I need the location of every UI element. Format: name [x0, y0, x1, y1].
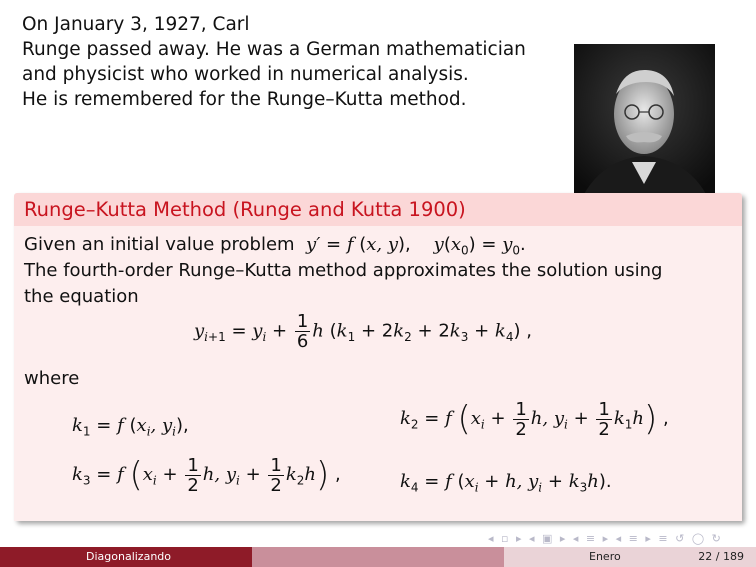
k2-equation: $k_2 = f$ ($x_i$ + $\frac{1}{2}$ h, $y_i$ + $\frac{1}{2}$ $k_1h$) , [400, 398, 669, 440]
ivp-text: Given an initial value problem [24, 234, 295, 255]
footer-title: Diagonalizando [86, 550, 172, 563]
page-number: 22 / 189 [698, 550, 744, 563]
block-body [14, 226, 742, 521]
footer-section-right [504, 547, 756, 567]
where-label: where [24, 368, 80, 389]
method-line: The fourth-order Runge–Kutta method approximates the solution using [24, 260, 663, 281]
theorem-block [14, 193, 742, 521]
ivp-line [24, 234, 526, 258]
portrait-image [574, 44, 715, 194]
intro-line: He is remembered for the Runge–Kutta method. [22, 89, 467, 110]
equation-intro: the equation [24, 286, 139, 307]
footer-section-left [0, 547, 252, 567]
intro-line: On January 3, 1927, Carl [22, 14, 250, 35]
beamer-navigation-icons[interactable]: ◂ ▫ ▸ ◂ ▣ ▸ ◂ ≡ ▸ ◂ ≡ ▸ ≡ ↺ ◯ ↻ [488, 532, 723, 545]
intro-paragraph [22, 12, 542, 112]
footer-date: Enero [589, 550, 621, 563]
footer-section-middle [252, 547, 504, 567]
rk4-equation: $y_{i+1} = y_i$ + $\frac{1}{6}$ h $(k_1 + 2k_2 + 2k_3 + k_4)$ , [194, 311, 532, 352]
portrait-photo [574, 44, 715, 194]
k1-equation: $k_1 = f$ ($x_i$, $y_i$), [72, 415, 189, 439]
intro-line: and physicist who worked in numerical analysis. [22, 64, 469, 85]
ode-formula: y′ = f (x, y), $y(x_0) = y_0$. [300, 234, 526, 258]
k3-equation: $k_3 = f$ ($x_i$ + $\frac{1}{2}$ h, $y_i$ + $\frac{1}{2}$ $k_2h$) , [72, 454, 341, 496]
k4-equation: $k_4 = f$ ($x_i + h$, $y_i + k_3h$). [400, 471, 612, 495]
footer-bar [0, 547, 756, 567]
block-title: Runge–Kutta Method (Runge and Kutta 1900) [14, 193, 742, 226]
intro-line: Runge passed away. He was a German mathematician [22, 39, 526, 60]
